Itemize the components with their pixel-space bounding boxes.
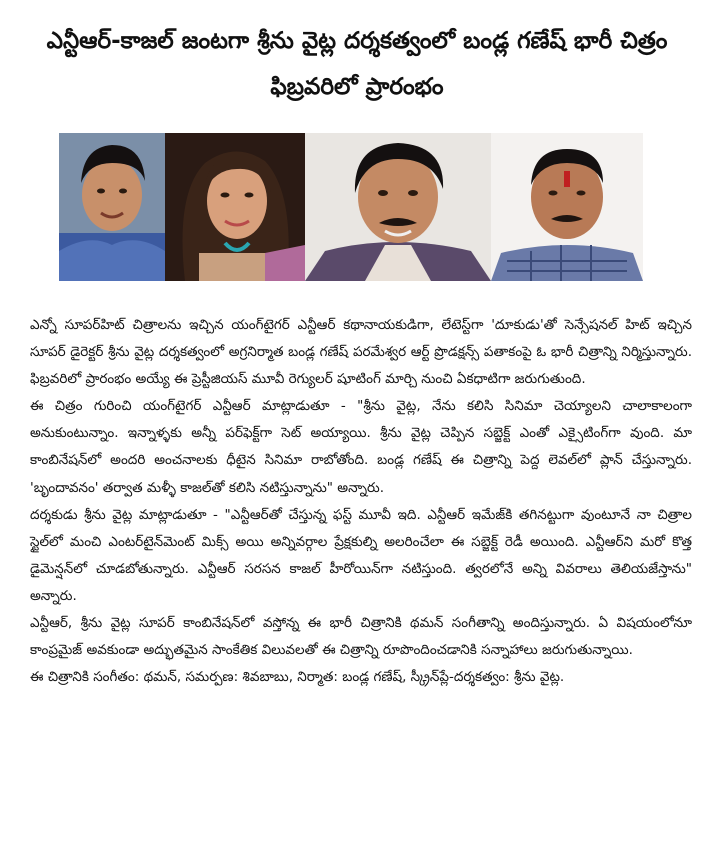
article-paragraph: దర్శకుడు శ్రీను వైట్ల మాట్లాడుతూ - "ఎన్టీఆర్‌తో చేస్తున్న ఫస్ట్ మూవీ ఇది. ఎన్టీఆర్ ఇమేజ్‌కి తగినట్టుగా వుంటూనే నా చిత్రాల స్టైల్‌లో మంచి ఎంటర్‌టైన్‌మెంట్ మిక్స్ అయి అన్నివర్గాల ప్రేక్షకుల్ని అలరించేలా ఈ సబ్జెక్ట్ రెడీ అయింది. ఎన్టీఆర్‌ని మరో కొత్త డైమెన్షన్‌లో చూడబోతున్నారు. ఎన్టీఆర్ సరసన కాజల్ హీరోయిన్‌గా నటిస్తుంది. త్వరలోనే అన్ని వివరాలు తెలియజేస్తాను" అన్నారు. bbox=[30, 506, 692, 604]
article-paragraph: ఈ చిత్రం గురించి యంగ్‌టైగర్ ఎన్టీఆర్ మాట్లాడుతూ - "శ్రీను వైట్ల, నేను కలిసి సినిమా చెయ్యాలని చాలాకాలంగా అనుకుంటున్నాం. ఇన్నాళ్ళకు అన్నీ పర్‌ఫెక్ట్‌గా సెట్ అయ్యాయి. శ్రీను వైట్ల చెప్పిన సబ్జెక్ట్ ఎంతో ఎక్సైటింగ్‌గా వుంది. మా కాంబినేషన్‌లో అందరి అంచనాలకు ధీటైన సినిమా రాబోతోంది. బండ్ల గణేష్ ఈ చిత్రాన్ని పెద్ద లెవల్‌లో ప్లాన్ చేస్తున్నారు. 'బృందావనం' తర్వాత మళ్ళీ కాజల్‌తో కలిసి నటిస్తున్నాను" అన్నారు. bbox=[30, 398, 692, 496]
photo-kajal bbox=[165, 133, 305, 281]
article-body bbox=[30, 312, 692, 691]
photo-ntr bbox=[59, 133, 165, 281]
article-paragraph: ఎన్నో సూపర్‌హిట్ చిత్రాలను ఇచ్చిన యంగ్‌టైగర్ ఎన్టీఆర్ కథానాయకుడిగా, లేటెస్ట్‌గా 'దూకుడు'తో సెన్సేషనల్ హిట్ ఇచ్చిన సూపర్ డైరెక్టర్ శ్రీను వైట్ల దర్శకత్వంలో అగ్రనిర్మాత బండ్ల గణేష్ పరమేశ్వర ఆర్ట్ ప్రొడక్షన్స్ పతాకంపై ఓ భారీ చిత్రాన్ని నిర్మిస్తున్నారు. ఫిబ్రవరిలో ప్రారంభం అయ్యే ఈ ప్రెస్టీజియస్ మూవీ రెగ్యులర్ షూటింగ్ మార్చి నుంచి ఏకధాటిగా జరుగుతుంది. bbox=[30, 317, 692, 388]
photo-bandla-ganesh bbox=[491, 133, 643, 281]
article-paragraph: ఈ చిత్రానికి సంగీతం: థమన్, సమర్పణ: శివబాబు, నిర్మాత: బండ్ల గణేష్, స్క్రీన్‌ప్లే-దర్శకత్వం: శ్రీను వైట్ల. bbox=[30, 669, 565, 686]
article-paragraph: ఎన్టీఆర్, శ్రీను వైట్ల సూపర్ కాంబినేషన్‌లో వస్తోన్న ఈ భారీ చిత్రానికి థమన్ సంగీతాన్ని అందిస్తున్నారు. ఏ విషయంలోనూ కాంప్రమైజ్ అవకుండా అద్భుతమైన సాంకేతిక విలువలతో ఈ చిత్రాన్ని రూపొందించడానికి సన్నాహాలు జరుగుతున్నాయి. bbox=[30, 615, 692, 659]
headline-line-1: ఎన్టీఆర్-కాజల్ జంటగా శ్రీను వైట్ల దర్శకత్వంలో బండ్ల గణేష్ భారీ చిత్రం bbox=[46, 28, 668, 54]
headline-line-2: ఫిబ్రవరిలో ప్రారంభం bbox=[270, 74, 444, 100]
photo-strip bbox=[59, 133, 643, 281]
photo-srinu-vaitla bbox=[305, 133, 491, 281]
